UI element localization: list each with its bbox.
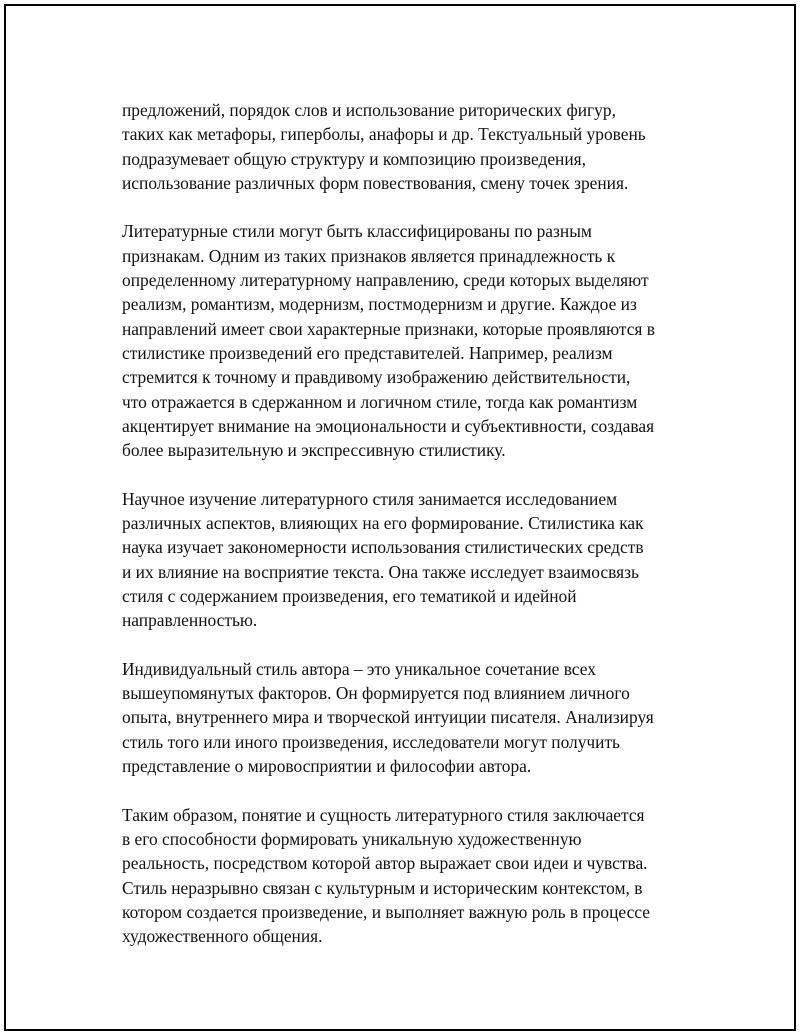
text-line: Индивидуальный стиль автора – это уникальное сочетание всех [122,658,596,679]
text-line: стилистике произведений его представителей. Например, реализм [122,342,613,363]
paragraph-3 [122,487,702,633]
page-border [4,4,796,1031]
text-line: признакам. Одним из таких признаков является принадлежность к [122,245,616,266]
text-line: реальность, посредством которой автор выражает свои идеи и чувства. [122,853,648,874]
text-line: направленностью. [122,610,258,631]
text-line: реализм, романтизм, модернизм, постмодернизм и другие. Каждое из [122,294,637,315]
text-line: Научное изучение литературного стиля занимается исследованием [122,488,618,509]
text-line: котором создается произведение, и выполняет важную роль в процессе [122,901,650,922]
text-line: акцентирует внимание на эмоциональности и субъективности, создавая [122,415,655,436]
text-line: более выразительную и экспрессивную стилистику. [122,440,506,461]
text-line: предложений, порядок слов и использование риторических фигур, [122,100,616,120]
text-line: направлений имеет свои характерные признаки, которые проявляются в [122,318,655,339]
text-line: и их влияние на восприятие текста. Она также исследует взаимосвязь [122,561,639,582]
text-line: представление о мировосприятии и философии автора. [122,756,532,777]
text-line: подразумевает общую структуру и композицию произведения, [122,148,587,169]
text-line: определенному литературному направлению, среди которых выделяют [122,270,649,291]
text-line: в его способности формировать уникальную художественную [122,828,582,849]
text-line: Литературные стили могут быть классифицированы по разным [122,221,592,242]
paragraph-5 [122,803,702,949]
text-line: наука изучает закономерности использования стилистических средств [122,537,644,558]
text-line: опыта, внутреннего мира и творческой интуиции писателя. Анализируя [122,707,654,728]
paragraph-1 [122,98,702,195]
text-line: таких как метафоры, гиперболы, анафоры и др. Текстуальный уровень [122,124,646,145]
text-line: различных аспектов, влияющих на его формирование. Стилистика как [122,513,644,534]
text-line: стиля с содержанием произведения, его тематикой и идейной [122,585,577,606]
page-body [122,98,702,973]
text-line: Стиль неразрывно связан с культурным и историческим контекстом, в [122,877,643,898]
text-line: стремится к точному и правдивому изображению действительности, [122,367,631,388]
paragraph-4 [122,657,702,778]
text-line: вышеупомянутых факторов. Он формируется под влиянием личного [122,683,630,704]
paragraph-2 [122,219,702,462]
text-line: использование различных форм повествования, смену точек зрения. [122,172,629,193]
text-line: художественного общения. [122,926,323,947]
text-line: Таким образом, понятие и сущность литературного стиля заключается [122,804,645,825]
text-line: стиль того или иного произведения, исследователи могут получить [122,731,620,752]
text-line: что отражается в сдержанном и логичном стиле, тогда как романтизм [122,391,638,412]
